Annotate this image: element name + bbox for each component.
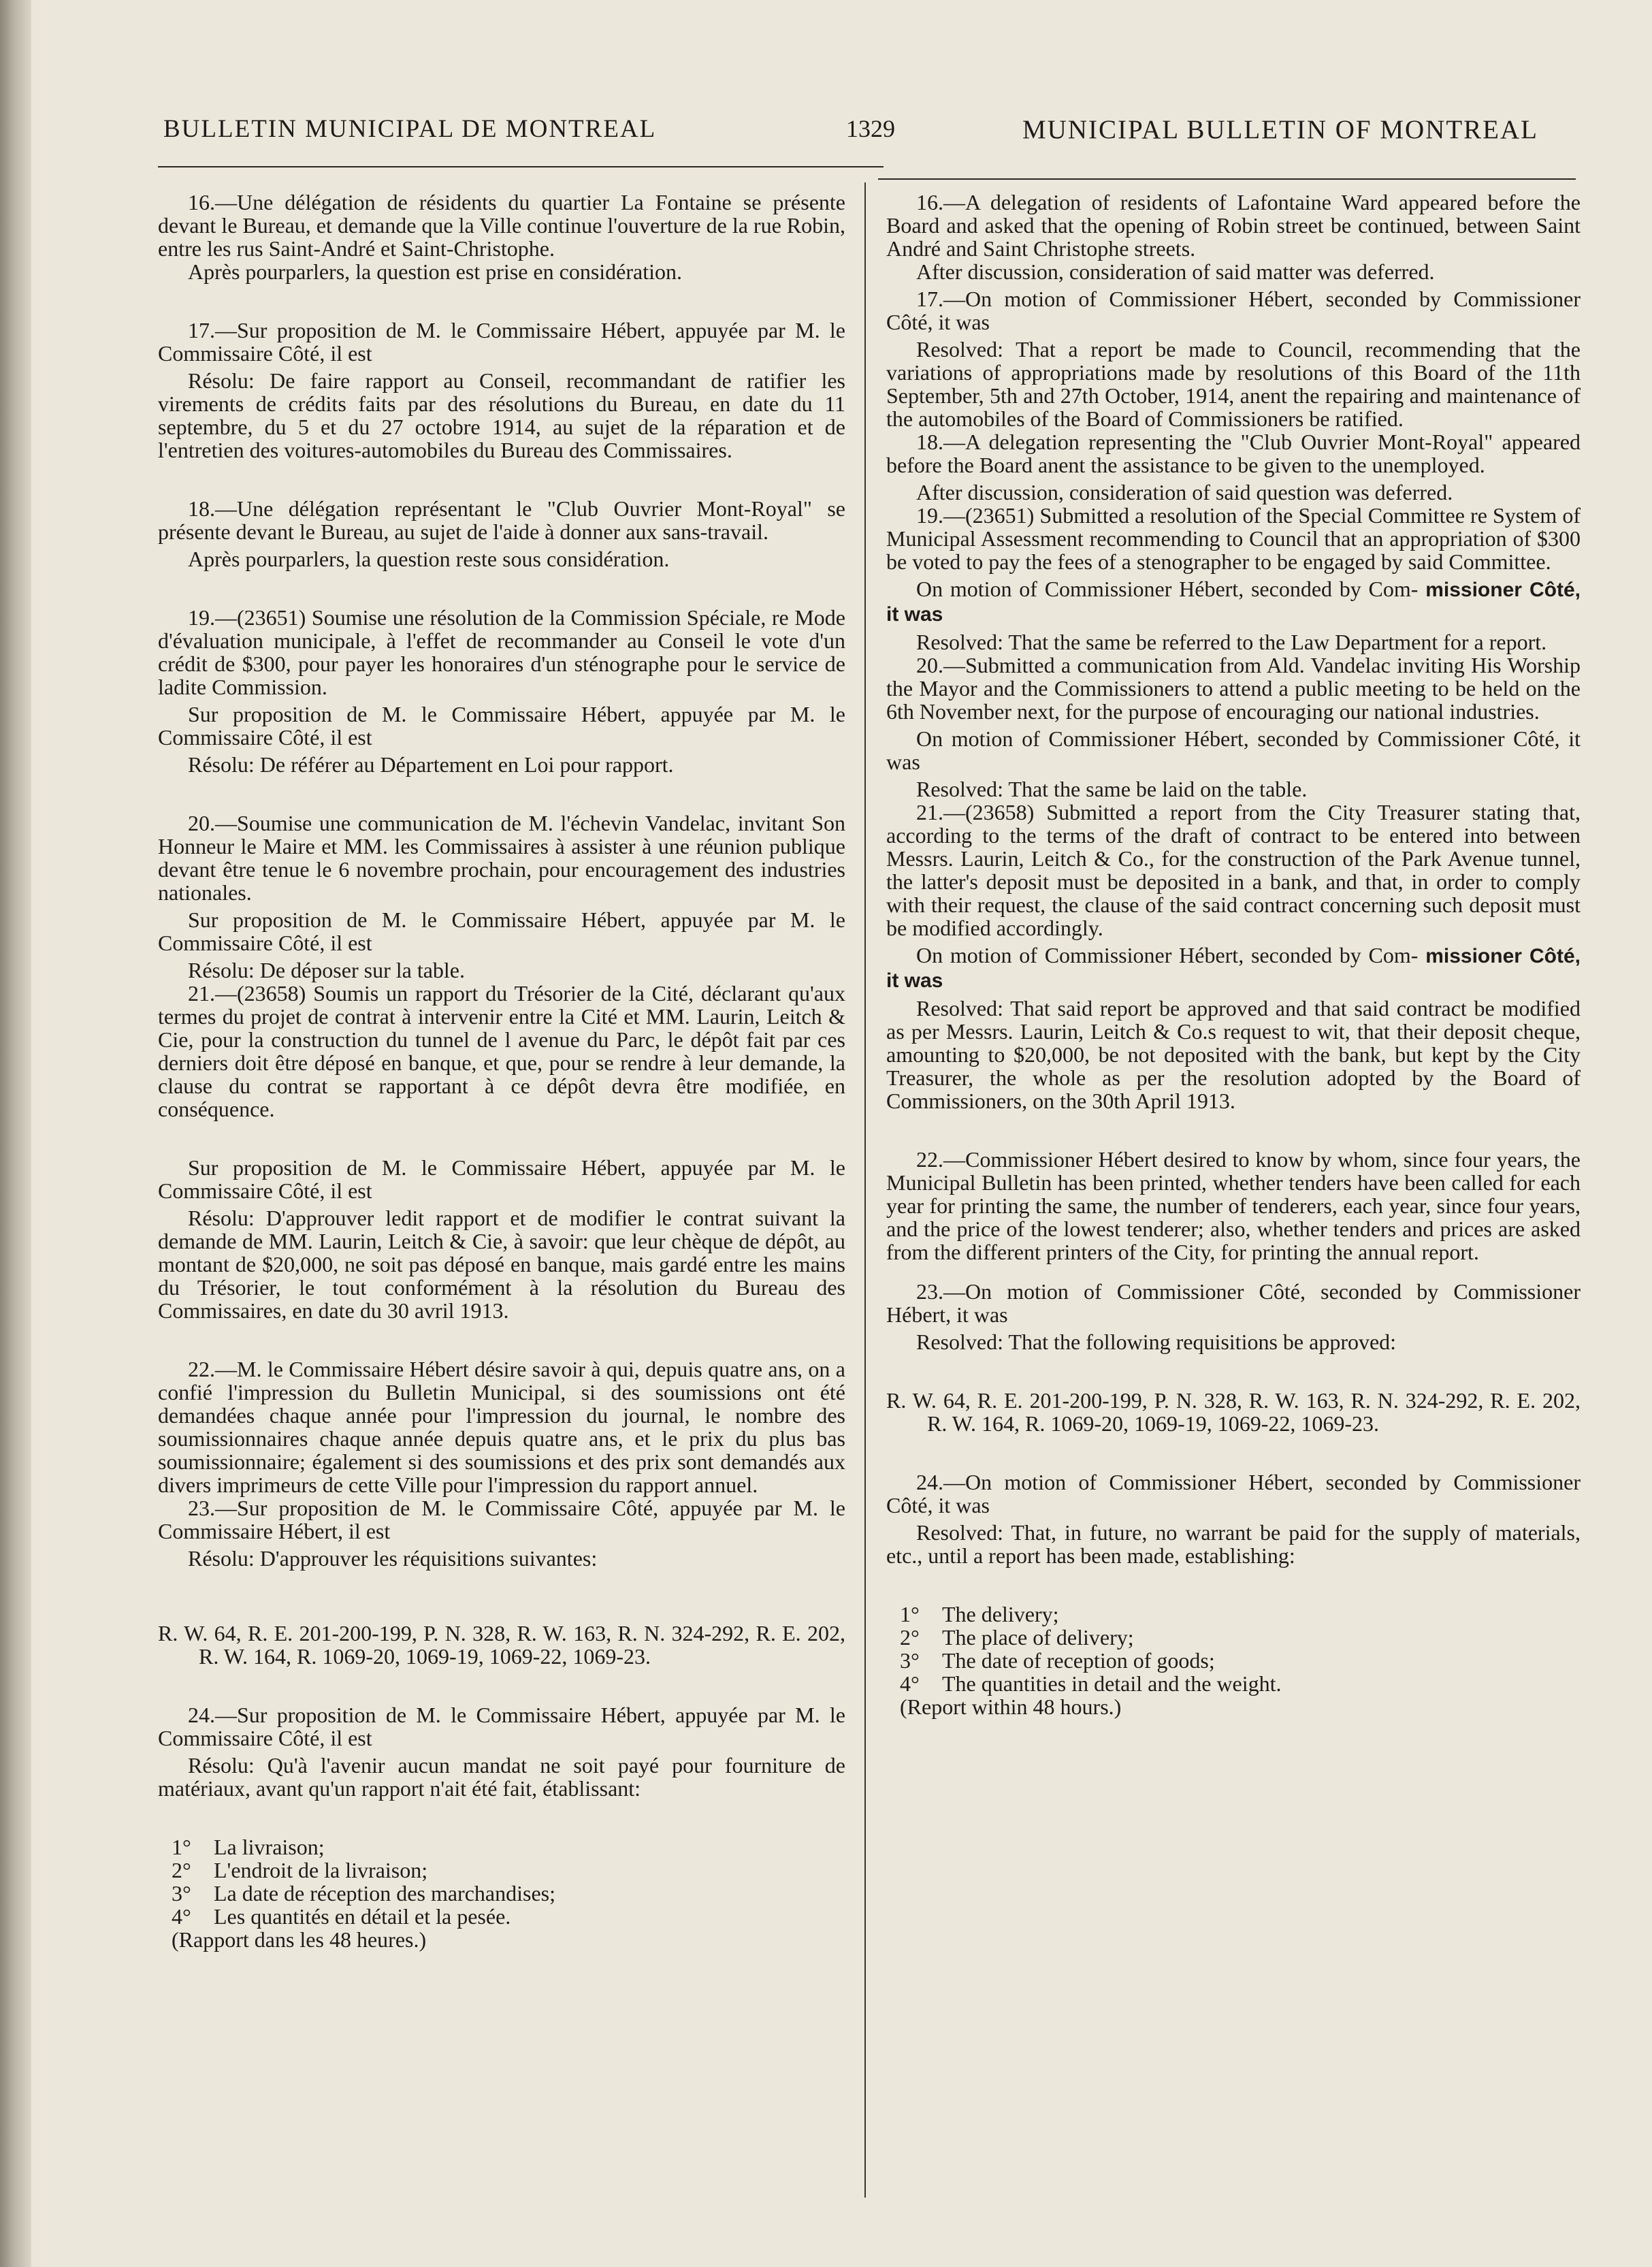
paragraph: After discussion, consideration of said matter was deferred. bbox=[916, 259, 1435, 284]
item-list bbox=[886, 1603, 1581, 1695]
paragraph: On motion of Commissioner Hébert, seconded by Commissioner Côté, it was bbox=[886, 726, 1581, 774]
paragraph: 24.—On motion of Commissioner Hébert, seconded by Commissioner Côté, it was bbox=[886, 1470, 1581, 1517]
paragraph: 20.—Submitted a communication from Ald. Vandelac inviting His Worship the Mayor and the Commissioners to attend a public meeting to be held on the 6th November next, for the purpose of encouraging our national industries. bbox=[886, 653, 1581, 724]
paragraph: 17.—On motion of Commissioner Hébert, seconded by Commissioner Côté, it was bbox=[886, 287, 1581, 334]
paragraph: 21.—(23658) Submitted a report from the City Treasurer stating that, according to the terms of the draft of contract to be entered into between Messrs. Laurin, Leitch & Co., for the construction of the Park Avenue tunnel, the latter's deposit must be deposited in a bank, and that, in order to comply with their request, the clause of the said contract concerning such deposit must be modified accordingly. bbox=[886, 800, 1581, 940]
paragraph: Sur proposition de M. le Commissaire Hébert, appuyée par M. le Commissaire Côté, il est bbox=[158, 702, 845, 750]
header-title-english: MUNICIPAL BULLETIN OF MONTREAL bbox=[1022, 115, 1538, 144]
paragraph: Résolu: De déposer sur la table. bbox=[188, 958, 465, 982]
paragraph: On motion of Commissioner Hébert, seconded by Com- missioner Côté, it was bbox=[886, 943, 1581, 992]
requisition-list: R. W. 64, R. E. 201-200-199, P. N. 328, R. W. 163, R. N. 324-292, R. E. 202, R. W. 164, R. 1069-20, 1069-19, 1069-22, 1069-23. bbox=[886, 1388, 1581, 1436]
paragraph: Résolu: D'approuver les réquisitions suivantes: bbox=[188, 1546, 598, 1571]
paragraph: 19.—(23651) Submitted a resolution of the Special Committee re System of Municipal Assessment recommending to Council that an appropriation of $300 be voted to pay the fees of a stenographer to be engaged by said Committee. bbox=[886, 503, 1581, 574]
paragraph: Resolved: That a report be made to Council, recommending that the variations of appropriations made by resolutions of this Board of the 11th September, 5th and 27th October, 1914, anent the repairing and maintenance of the automobiles of the Board of Commissioners be ratified. bbox=[886, 337, 1581, 431]
paragraph: Résolu: Qu'à l'avenir aucun mandat ne soit payé pour fourniture de matériaux, avant qu'un rapport n'ait été fait, établissant: bbox=[158, 1753, 845, 1801]
english-column bbox=[886, 191, 1581, 1718]
paragraph: On motion of Commissioner Hébert, seconded by Com- missioner Côté, it was bbox=[886, 577, 1581, 626]
header-rule-left bbox=[158, 166, 884, 167]
paragraph: After discussion, consideration of said question was deferred. bbox=[916, 480, 1453, 504]
list-item: 4° The quantities in detail and the weight. bbox=[900, 1671, 1282, 1696]
paragraph: 23.—Sur proposition de M. le Commissaire Côté, appuyée par M. le Commissaire Hébert, il est bbox=[158, 1496, 845, 1543]
list-item: 1° The delivery; bbox=[900, 1602, 1059, 1626]
paragraph: Après pourparlers, la question reste sous considération. bbox=[188, 547, 670, 571]
paragraph: Sur proposition de M. le Commissaire Hébert, appuyée par M. le Commissaire Côté, il est bbox=[158, 907, 845, 955]
requisition-list: R. W. 64, R. E. 201-200-199, P. N. 328, R. W. 163, R. N. 324-292, R. E. 202, R. W. 164, R. 1069-20, 1069-19, 1069-22, 1069-23. bbox=[158, 1621, 845, 1669]
paragraph: 20.—Soumise une communication de M. l'échevin Vandelac, invitant Son Honneur le Maire et MM. les Commissaires à assister à une réunion publique devant être tenue le 6 novembre prochain, pour encouragement des industries nationales. bbox=[158, 811, 845, 905]
note: (Rapport dans les 48 heures.) bbox=[172, 1927, 427, 1952]
paragraph: 18.—Une délégation représentant le "Club Ouvrier Mont-Royal" se présente devant le Bureau, au sujet de l'aide à donner aux sans-travail. bbox=[158, 496, 845, 544]
paragraph: Résolu: De faire rapport au Conseil, recommandant de ratifier les virements de crédits faits par des résolutions du Bureau, en date du 11 septembre, du 5 et du 27 octobre 1914, au sujet de la réparation et de l'entretien des voitures-automobiles du Bureau des Commissaires. bbox=[158, 368, 845, 462]
paragraph: Résolu: De référer au Département en Loi pour rapport. bbox=[188, 752, 674, 777]
list-item: 4° Les quantités en détail et la pesée. bbox=[172, 1904, 511, 1929]
paragraph: 16.—Une délégation de résidents du quartier La Fontaine se présente devant le Bureau, et demande que la Ville continue l'ouverture de la rue Robin, entre les rus Saint-André et Saint-Christophe. bbox=[158, 190, 846, 261]
note: (Report within 48 hours.) bbox=[900, 1694, 1122, 1719]
paragraph: 19.—(23651) Soumise une résolution de la Commission Spéciale, re Mode d'évaluation municipale, à l'effet de recommander au Conseil le vote d'un crédit de $300, pour payer les honoraires d'un sténographe pour le service de ladite Commission. bbox=[158, 605, 845, 699]
list-item: 1° La livraison; bbox=[172, 1835, 325, 1859]
header-title-french: BULLETIN MUNICIPAL DE MONTREAL bbox=[163, 115, 657, 143]
list-item: 2° L'endroit de la livraison; bbox=[172, 1858, 428, 1882]
paragraph: Résolu: D'approuver ledit rapport et de modifier le contrat suivant la demande de MM. Laurin, Leitch & Cie, à savoir: que leur chèque de dépôt, au montant de $20,000, ne soit pas déposé en banque, mais gardé entre les mains du Trésorier, le tout conformément à la résolution du Bureau des Commissaires, en date du 30 avril 1913. bbox=[158, 1206, 845, 1323]
paragraph: Après pourparlers, la question est prise en considération. bbox=[188, 259, 683, 284]
paragraph: Sur proposition de M. le Commissaire Hébert, appuyée par M. le Commissaire Côté, il est bbox=[158, 1155, 845, 1203]
page-header bbox=[163, 114, 1538, 155]
paragraph: 22.—M. le Commissaire Hébert désire savoir à qui, depuis quatre ans, on a confié l'impression du Bulletin Municipal, si des soumissions ont été demandées chaque année pour l'impression du journal, le nombre des soumissionnaires chaque année depuis quatre ans, et le prix du plus bas soumissionnaire; également si des soumissions et des prix sont demandés aux divers imprimeurs de cette Ville pour l'impression du rapport annuel. bbox=[158, 1357, 845, 1497]
header-rule-right bbox=[878, 178, 1576, 180]
paragraph: Resolved: That, in future, no warrant be paid for the supply of materials, etc., until a report has been made, establishing: bbox=[886, 1520, 1581, 1568]
column-divider bbox=[864, 182, 866, 2198]
list-item: 2° The place of delivery; bbox=[900, 1625, 1134, 1650]
paragraph: 16.—A delegation of residents of Lafontaine Ward appeared before the Board and asked that the opening of Robin street be continued, between Saint André and Saint Christophe streets. bbox=[886, 190, 1581, 261]
item-list bbox=[158, 1835, 845, 1928]
page-number: 1329 bbox=[846, 115, 895, 142]
paragraph: Resolved: That the same be referred to the Law Department for a report. bbox=[916, 630, 1547, 654]
paragraph: 21.—(23658) Soumis un rapport du Trésorier de la Cité, déclarant qu'aux termes du projet de contrat à intervenir entre la Cité et MM. Laurin, Leitch & Cie, pour la construction du tunnel de l avenue du Parc, le dépôt fait par ces derniers doit être déposé en banque, et que, pour se rendre à leur demande, la clause du contrat se rapportant à ce dépôt devra être modifiée, en conséquence. bbox=[158, 981, 845, 1121]
list-item: 3° The date of reception of goods; bbox=[900, 1648, 1215, 1673]
paragraph: 18.—A delegation representing the "Club Ouvrier Mont-Royal" appeared before the Board anent the assistance to be given to the unemployed. bbox=[886, 430, 1581, 477]
paragraph: Resolved: That the following requisitions be approved: bbox=[916, 1330, 1397, 1354]
book-spine bbox=[0, 0, 31, 2267]
paragraph: Resolved: That the same be laid on the table. bbox=[916, 777, 1308, 801]
paragraph: 24.—Sur proposition de M. le Commissaire Hébert, appuyée par M. le Commissaire Côté, il est bbox=[158, 1703, 845, 1750]
paragraph: Resolved: That said report be approved and that said contract be modified as per Messrs. Laurin, Leitch & Co.s request to wit, that their deposit cheque, amounting to $20,000, be not deposited with the bank, but kept by the City Treasurer, the whole as per the resolution adopted by the Board of Commissioners, on the 30th April 1913. bbox=[886, 996, 1581, 1113]
paragraph: 17.—Sur proposition de M. le Commissaire Hébert, appuyée par M. le Commissaire Côté, il est bbox=[158, 318, 845, 366]
paragraph: 23.—On motion of Commissioner Côté, seconded by Commissioner Hébert, it was bbox=[886, 1279, 1581, 1327]
french-column bbox=[158, 191, 845, 1951]
paragraph: 22.—Commissioner Hébert desired to know by whom, since four years, the Municipal Bulletin has been printed, whether tenders have been called for each year for printing the same, the number of tenderers, each year, since four years, and the price of the lowest tenderer; also, whether tenders and prices are asked from the different printers of the City, for printing the annual report. bbox=[886, 1147, 1581, 1264]
list-item: 3° La date de réception des marchandises; bbox=[172, 1881, 555, 1906]
